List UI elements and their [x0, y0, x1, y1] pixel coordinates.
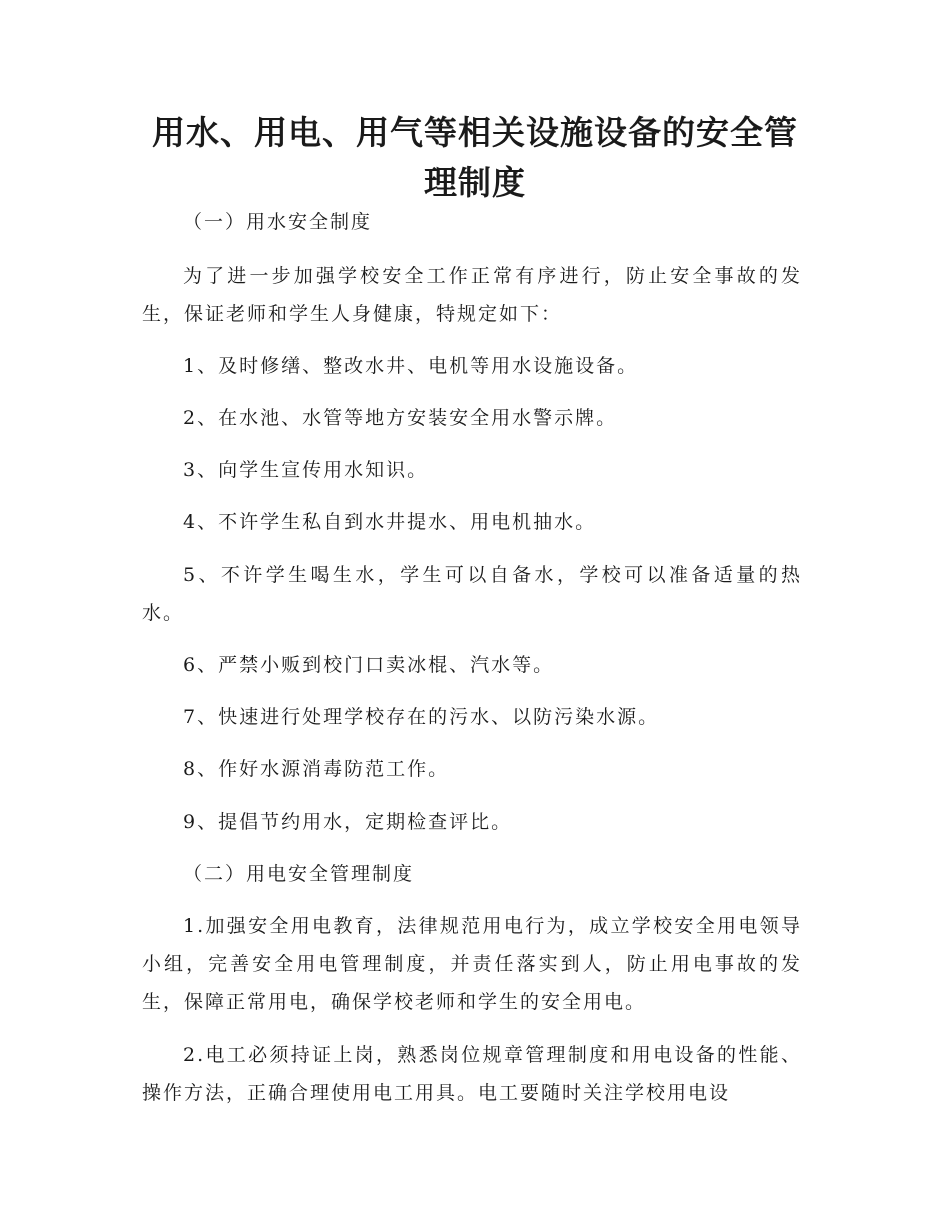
list-item: 9、提倡节约用水，定期检查评比。 — [183, 811, 513, 833]
list-item: 1.加强安全用电教育，法律规范用电行为，成立学校安全用电领导小组，完善安全用电管理制度，并责任落实到人，防止用电事故的发生，保障正常用电，确保学校老师和学生的安全用电。 — [142, 915, 802, 1013]
section-heading-water: （一）用水安全制度 — [183, 211, 373, 233]
section-heading-electric: （二）用电安全管理制度 — [183, 863, 415, 885]
document-title: 用水、用电、用气等相关设施设备的安全管理制度 — [152, 113, 798, 202]
list-item: 3、向学生宣传用水知识。 — [183, 459, 429, 481]
list-item: 8、作好水源消毒防范工作。 — [183, 758, 450, 780]
list-item: 2、在水池、水管等地方安装安全用水警示牌。 — [183, 407, 618, 429]
list-item: 2.电工必须持证上岗，熟悉岗位规章管理制度和用电设备的性能、操作方法，正确合理使用电工用具。电工要随时关注学校用电设 — [142, 1044, 802, 1104]
list-item: 4、不许学生私自到水井提水、用电机抽水。 — [183, 511, 597, 533]
paragraph-water-intro: 为了进一步加强学校安全工作正常有序进行，防止安全事故的发生，保证老师和学生人身健康，特规定如下： — [142, 265, 802, 325]
list-item: 1、及时修缮、整改水井、电机等用水设施设备。 — [183, 355, 639, 377]
list-item: 6、严禁小贩到校门口卖冰棍、汽水等。 — [183, 654, 555, 676]
list-item: 5、不许学生喝生水，学生可以自备水，学校可以准备适量的热水。 — [142, 564, 802, 624]
list-item: 7、快速进行处理学校存在的污水、以防污染水源。 — [183, 706, 660, 728]
